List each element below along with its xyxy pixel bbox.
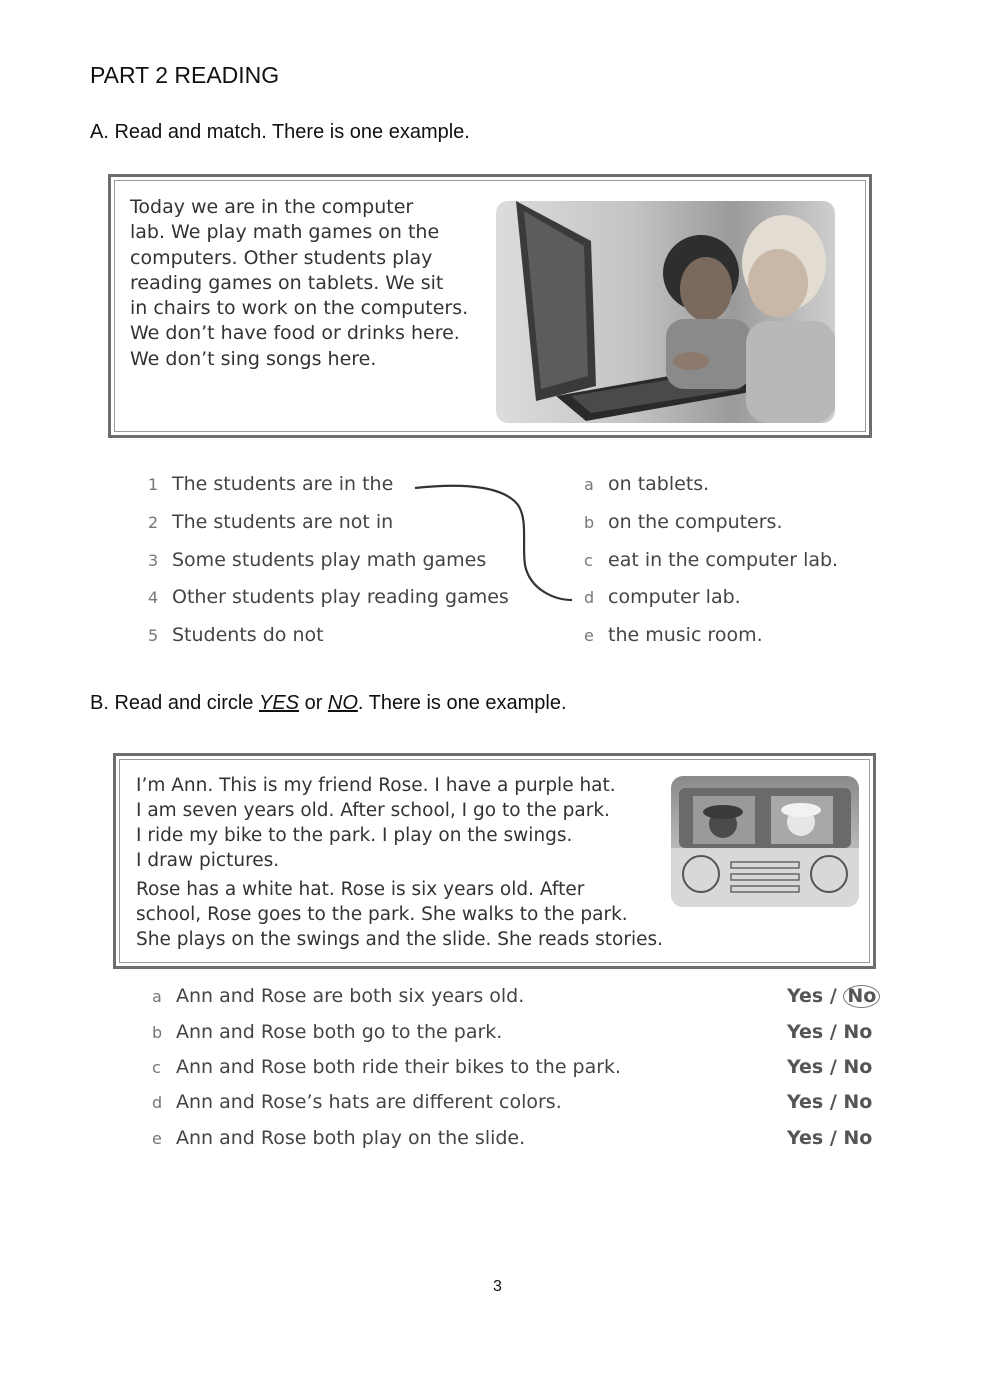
match-item-right <box>584 473 709 495</box>
no-option-circled[interactable]: No <box>843 985 880 1008</box>
option-letter: a <box>584 475 594 494</box>
item-text: The students are not in <box>172 511 394 533</box>
section-b-heading <box>90 692 567 715</box>
passage-line: I ride my bike to the park. I play on the swings. <box>136 825 573 846</box>
question-text: Ann and Rose are both six years old. <box>176 985 525 1007</box>
passage-line: Rose has a white hat. Rose is six years old. After <box>136 879 585 900</box>
match-item-right <box>584 624 763 646</box>
passage-line: We don’t sing songs here. <box>130 347 377 370</box>
yes-option[interactable]: Yes <box>787 1091 824 1113</box>
question-letter: d <box>152 1093 163 1112</box>
question-text: Ann and Rose both ride their bikes to the park. <box>176 1056 622 1078</box>
no-option[interactable]: No <box>843 1021 873 1043</box>
passage-line: in chairs to work on the computers. <box>130 297 469 320</box>
yes-no-choice[interactable] <box>787 1056 872 1078</box>
no-option[interactable]: No <box>843 1056 873 1078</box>
yes-no-choice[interactable] <box>787 1127 872 1149</box>
match-item-right <box>584 549 838 571</box>
passage-line: We don’t have food or drinks here. <box>130 322 460 345</box>
passage-line: I draw pictures. <box>136 850 280 871</box>
item-number: 4 <box>148 588 159 607</box>
option-text: on tablets. <box>608 473 710 495</box>
item-text: Students do not <box>172 624 324 646</box>
computer-lab-illustration <box>496 201 835 423</box>
item-text: The students are in the <box>172 473 394 495</box>
question-text: Ann and Rose both go to the park. <box>176 1021 503 1043</box>
computer-lab-photo <box>496 201 835 423</box>
passage-line: She plays on the swings and the slide. She reads stories. <box>136 929 663 950</box>
match-item-left <box>148 624 324 646</box>
item-text: Some students play math games <box>172 549 487 571</box>
passage-line: computers. Other students play <box>130 246 433 269</box>
page-number: 3 <box>493 1278 502 1295</box>
question-text: Ann and Rose’s hats are different colors. <box>176 1091 562 1113</box>
option-text: computer lab. <box>608 586 741 608</box>
section-b-reading-box <box>113 753 876 969</box>
option-text: on the computers. <box>608 511 783 533</box>
passage-line: lab. We play math games on the <box>130 221 440 244</box>
separator: / <box>823 985 844 1007</box>
heading-text: B. Read and circle <box>90 692 259 714</box>
passage-line: reading games on tablets. We sit <box>130 271 444 294</box>
heading-no: NO <box>327 692 358 714</box>
heading-yes: YES <box>258 692 300 714</box>
question-row <box>152 1056 621 1078</box>
match-item-left <box>148 586 509 608</box>
passage-line: school, Rose goes to the park. She walks to the park. <box>136 904 628 925</box>
option-text: the music room. <box>608 624 763 646</box>
heading-text: . There is one example. <box>357 692 567 714</box>
option-letter: e <box>584 626 594 645</box>
match-item-left <box>148 511 393 533</box>
separator: / <box>823 1091 844 1113</box>
question-row <box>152 1091 562 1113</box>
kids-car-photo <box>671 776 859 907</box>
item-number: 3 <box>148 551 159 570</box>
item-number: 5 <box>148 626 159 645</box>
passage-line: Today we are in the computer <box>130 196 414 218</box>
yes-no-choice[interactable] <box>787 1021 872 1043</box>
match-item-left <box>148 549 486 571</box>
yes-option[interactable]: Yes <box>787 1056 824 1078</box>
question-letter: b <box>152 1023 163 1042</box>
separator: / <box>823 1127 844 1149</box>
yes-no-choice[interactable] <box>787 985 880 1008</box>
question-letter: a <box>152 987 162 1006</box>
question-row <box>152 985 524 1007</box>
item-number: 2 <box>148 513 159 532</box>
question-text: Ann and Rose both play on the slide. <box>176 1127 526 1149</box>
item-text: Other students play reading games <box>172 586 509 608</box>
section-b-passage <box>136 773 663 952</box>
passage-line: I am seven years old. After school, I go to the park. <box>136 800 610 821</box>
section-a-heading: A. Read and match. There is one example. <box>90 121 470 143</box>
question-row <box>152 1021 502 1043</box>
match-item-right <box>584 511 783 533</box>
match-item-right <box>584 586 741 608</box>
no-option[interactable]: No <box>843 1091 873 1113</box>
part-title: PART 2 READING <box>90 62 280 88</box>
yes-option[interactable]: Yes <box>787 985 824 1007</box>
question-letter: e <box>152 1129 162 1148</box>
yes-option[interactable]: Yes <box>787 1021 824 1043</box>
yes-no-choice[interactable] <box>787 1091 872 1113</box>
yes-option[interactable]: Yes <box>787 1127 824 1149</box>
option-letter: b <box>584 513 595 532</box>
item-number: 1 <box>148 475 159 494</box>
heading-text: or <box>299 692 328 714</box>
option-text: eat in the computer lab. <box>608 549 839 571</box>
separator: / <box>823 1021 844 1043</box>
match-item-left <box>148 473 393 495</box>
question-row <box>152 1127 525 1149</box>
passage-line: I’m Ann. This is my friend Rose. I have a purple hat. <box>136 775 616 796</box>
section-a-passage <box>130 195 468 372</box>
no-option[interactable]: No <box>843 1127 873 1149</box>
kids-car-illustration <box>671 776 859 907</box>
question-letter: c <box>152 1058 161 1077</box>
separator: / <box>823 1056 844 1078</box>
option-letter: d <box>584 588 595 607</box>
option-letter: c <box>584 551 593 570</box>
section-a-reading-box <box>108 174 872 438</box>
